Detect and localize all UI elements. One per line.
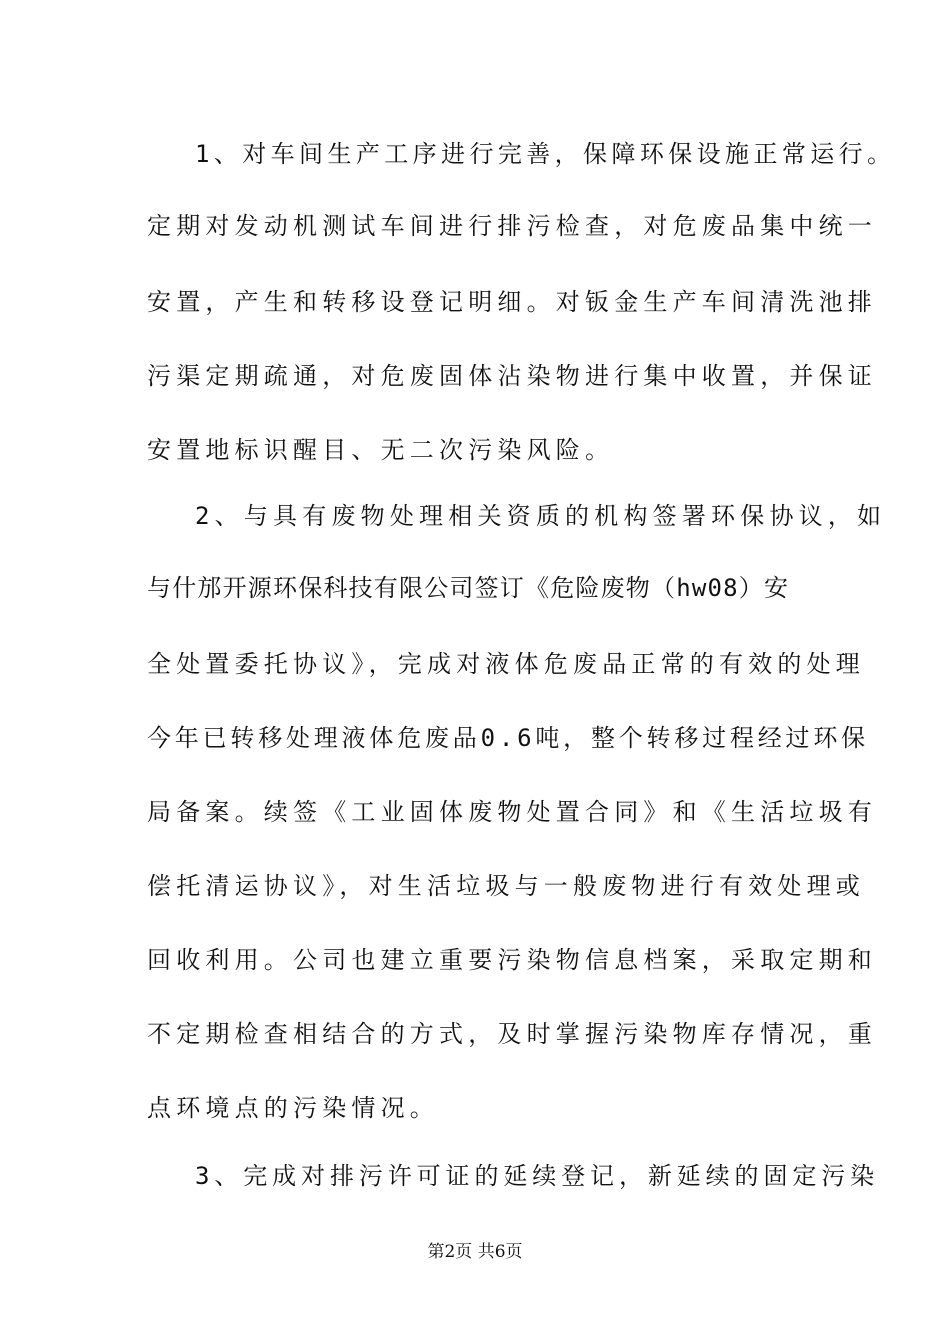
paragraph-1-line-5: [0, 430, 950, 470]
paragraph-1-line-2-text: 定期对发动机测试车间进行排污检查，对危废品集中统一: [147, 212, 877, 240]
paragraph-3-line-1-text: 3、完成对排污许可证的延续登记，新延续的固定污染: [195, 1162, 880, 1190]
page-footer: 第2页 共6页: [427, 1242, 523, 1262]
paragraph-1-line-1: [0, 134, 950, 174]
paragraph-2-line-9: [0, 1088, 950, 1128]
paragraph-2-line-1-text: 2、与具有废物处理相关资质的机构签署环保协议，如: [195, 502, 887, 530]
paragraph-1-line-4: [0, 356, 950, 396]
paragraph-2-line-3: [0, 644, 950, 684]
paragraph-2-line-8: [0, 1014, 950, 1054]
paragraph-2-line-2: [0, 568, 950, 608]
paragraph-2-line-5-text: 局备案。续签《工业固体废物处置合同》和《生活垃圾有: [147, 798, 877, 826]
paragraph-3-line-1: [0, 1156, 950, 1196]
paragraph-1-line-4-text: 污渠定期疏通，对危废固体沾染物进行集中收置，并保证: [147, 362, 877, 390]
paragraph-2-line-4: [0, 718, 950, 758]
paragraph-2-line-7: [0, 940, 950, 980]
paragraph-1-line-5-text: 安置地标识醒目、无二次污染风险。: [147, 436, 615, 464]
paragraph-2-line-6: [0, 866, 950, 906]
paragraph-2-line-4-text: 今年已转移处理液体危废品0.6吨，整个转移过程经过环保: [147, 724, 869, 752]
paragraph-2-line-5: [0, 792, 950, 832]
paragraph-2-line-8-text: 不定期检查相结合的方式，及时掌握污染物库存情况，重: [147, 1020, 877, 1048]
paragraph-1-line-1-text: 1、对车间生产工序进行完善，保障环保设施正常运行。: [195, 140, 896, 168]
paragraph-2-line-1: [0, 496, 950, 536]
paragraph-2-line-2-text: 与什邡开源环保科技有限公司签订《危险废物（hw08）安: [147, 574, 790, 602]
paragraph-1-line-3-text: 安置，产生和转移设登记明细。对钣金生产车间清洗池排: [147, 288, 877, 316]
paragraph-2-line-9-text: 点环境点的污染情况。: [147, 1094, 439, 1122]
paragraph-2-line-7-text: 回收利用。公司也建立重要污染物信息档案，采取定期和: [147, 946, 877, 974]
paragraph-2-line-3-text: 全处置委托协议》，完成对液体危废品正常的有效的处理: [147, 650, 865, 678]
paragraph-1-line-3: [0, 282, 950, 322]
paragraph-2-line-6-text: 偿托清运协议》，对生活垃圾与一般废物进行有效处理或: [147, 872, 865, 900]
paragraph-1-line-2: [0, 206, 950, 246]
